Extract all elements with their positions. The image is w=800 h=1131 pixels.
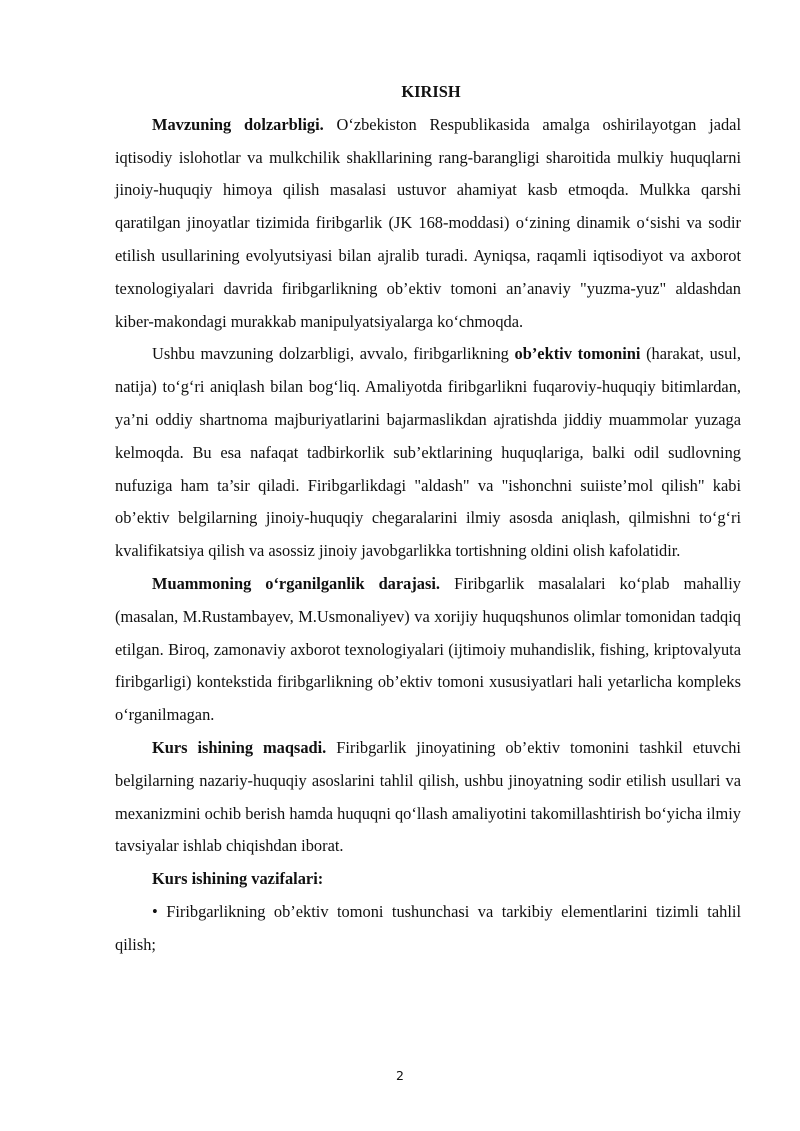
- list-item: [115, 896, 741, 962]
- research-level-text: Firibgarlik masalalari ko‘plab mahalliy (masalan, M.Rustambayev, M.Usmonaliyev) va xorijiy huquqshunos olimlar tomonidan tadqiq etilgan. Biroq, zamonaviy axborot texnologiyalari (ijtimoiy muhandislik, fishing, kriptovalyuta firibgarligi) kontekstida firibgarlikning ob’ektiv tomoni xususiyatlari hali yetarlicha kompleks o‘rganilmagan.: [115, 573, 741, 725]
- relevance2-bold-term: ob’ektiv tomonini: [514, 344, 641, 364]
- relevance-paragraph: [115, 109, 741, 339]
- page-number: 2: [396, 1068, 404, 1083]
- goal-text: Firibgarlik jinoyatining ob’ektiv tomonini tashkil etuvchi belgilarning nazariy-huquqiy asoslarini tahlil qilish, ushbu jinoyatning sodir etilish usullari va mexanizmini ochib berish hamda huquqni qo‘llash amaliyotini takomillashtirish bo‘yicha ilmiy tavsiyalar ishlab chiqishdan iborat.: [115, 737, 741, 856]
- relevance2-text-before: Ushbu mavzuning dolzarbligi, avvalo, firibgarlikning: [152, 344, 515, 364]
- tasks-heading-paragraph: [115, 863, 741, 896]
- bullet-icon: •: [152, 901, 158, 921]
- relevance-heading: Mavzuning dolzarbligi.: [152, 114, 324, 134]
- relevance-text: O‘zbekiston Respublikasida amalga oshirilayotgan jadal iqtisodiy islohotlar va mulkchilik shakllarining rang-barangligi sharoitida mulkiy huquqlarni jinoiy-huquqiy himoya qilish masalasi ustuvor ahamiyat kasb etmoqda. Mulkka qarshi qaratilgan jinoyatlar tizimida firibgarlik (JK 168-moddasi) o‘zining dinamik o‘sishi va sodir etilish usullarining evolyutsiyasi bilan ajralib turadi. Ayniqsa, raqamli iqtisodiyot va axborot texnologiyalari davrida firibgarlikning ob’ektiv tomoni an’anaviy "yuzma-yuz" aldashdan kiber-makondagi murakkab manipulyatsiyalarga ko‘chmoqda.: [115, 114, 741, 331]
- tasks-heading: Kurs ishining vazifalari:: [152, 869, 324, 889]
- relevance2-text-after: (harakat, usul, natija) to‘g‘ri aniqlash bilan bog‘liq. Amaliyotda firibgarlikni fuqaroviy-huquqiy bitimlardan, ya’ni oddiy shartnoma majburiyatlarini bajarmaslikdan ajratishda jiddiy muammolar yuzaga kelmoqda. Bu esa nafaqat tadbirkorlik sub’ektlarining huquqlariga, balki odil sudlovning nufuziga ham ta’sir qiladi. Firibgarlikdagi "aldash" va "ishonchni suiiste’mol qilish" kabi ob’ektiv belgilarning jinoiy-huquqiy chegaralarini ilmiy asosda aniqlash, qilmishni to‘g‘ri kvalifikatsiya qilish va asossiz jinoiy javobgarlikka tortishning oldini olish kafolatidir.: [115, 344, 741, 561]
- section-title: KIRISH: [401, 82, 461, 101]
- document-page: [115, 76, 741, 962]
- list-item-text: Firibgarlikning ob’ektiv tomoni tushunchasi va tarkibiy elementlarini tizimli tahlil qilish;: [115, 901, 741, 954]
- research-level-heading: Muammoning o‘rganilganlik darajasi.: [152, 573, 441, 593]
- goal-paragraph: [115, 732, 741, 863]
- goal-heading: Kurs ishining maqsadi.: [152, 737, 327, 757]
- research-level-paragraph: [115, 568, 741, 732]
- relevance-paragraph-2: [115, 338, 741, 568]
